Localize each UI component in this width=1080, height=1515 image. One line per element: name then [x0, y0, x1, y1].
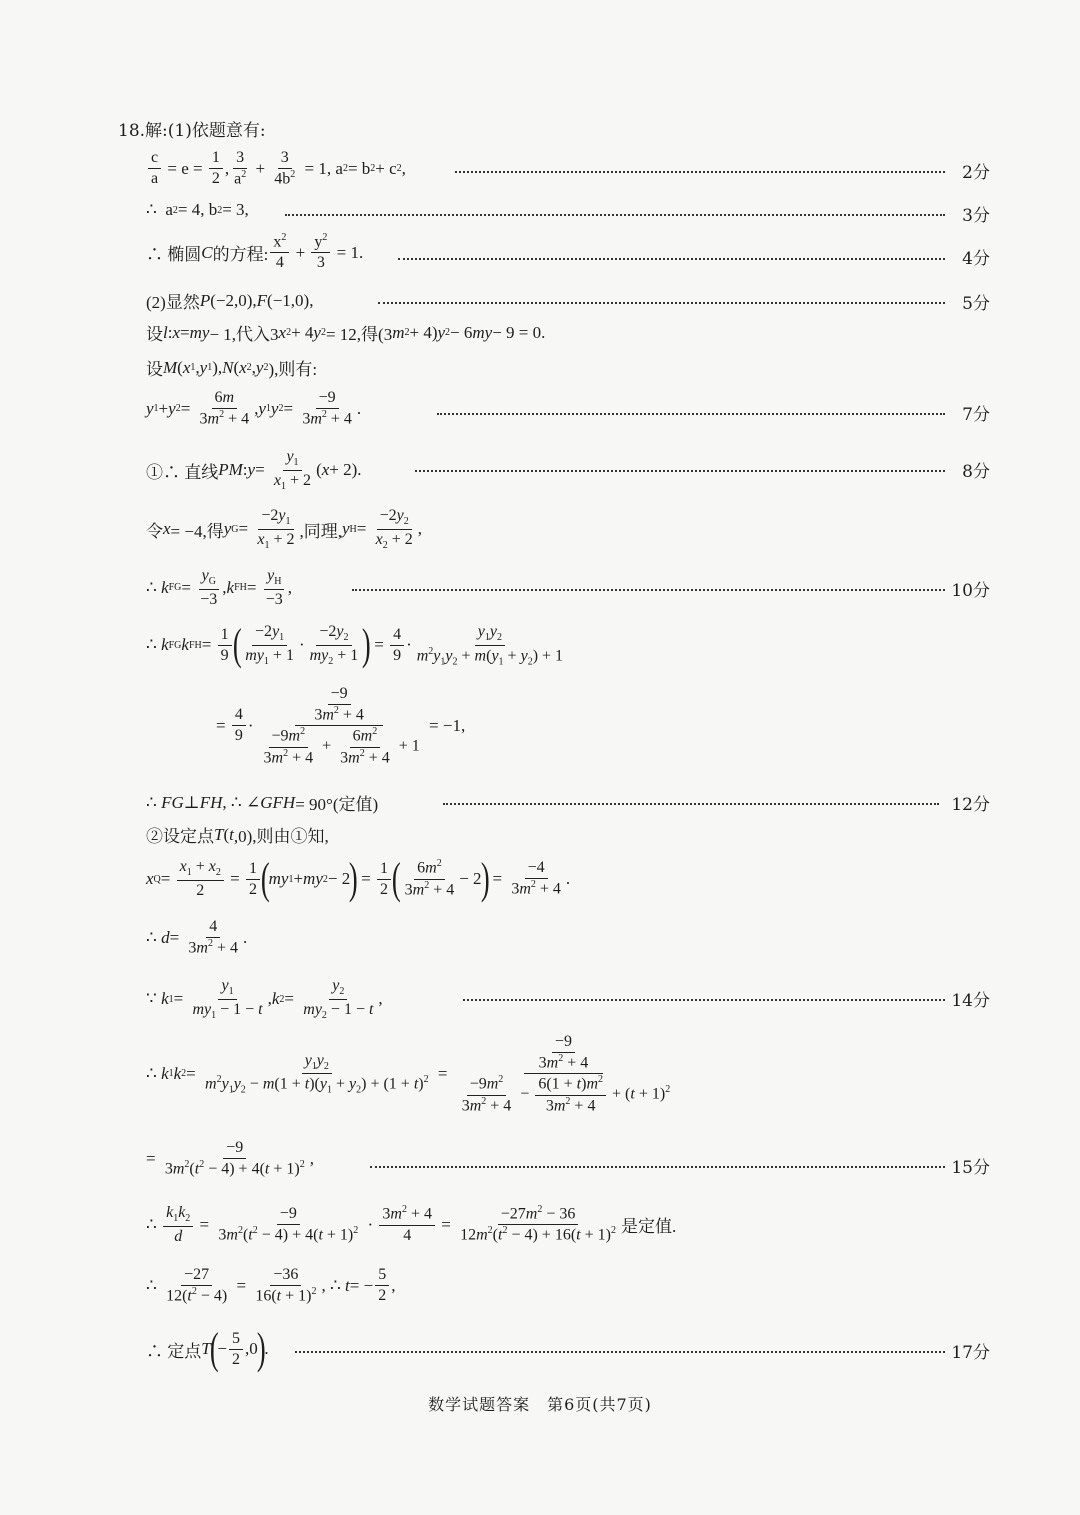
score-8: 8分	[962, 462, 990, 482]
dotted-leader	[370, 1166, 945, 1168]
score-10: 10分	[951, 581, 990, 601]
line-points-p-f: (2)显然 P (−2,0), F (−1,0),	[146, 290, 314, 312]
line-xq: x Q = $\frac{x_1 + x_2}{2}$ = $\frac{1}{2}$ ( my 1 + my 2 − 2 ) = $\frac{1}{2}$ ( $\frac{6m^2}{3m^2 + 4}$ − 2 ) = $\frac{-4}{3m^2 + 4}$ .	[146, 854, 571, 903]
line-eccentricity: $\frac{c}{a}$ = e = $\frac{1}{2}$ , $\frac{3}{a^2}$ + $\frac{3}{4b^2}$ = 1, a 2 = b 2 + c 2 ,	[146, 148, 406, 189]
line-k1k2-expand: ∴ k 1 k 2 = $\frac{y_1y_2}{m^2y_1y_2 - m(1 + t)(y_1 + y_2) + (1 + t)^2}$ = $\frac{-9}{3m^2 + 4}$ $\frac{-9m^2}{3m^2 + 4}$ − $\frac{6(1 + t)m^2}{3m^2 + 4}$ + $(t + 1)^2$	[146, 1033, 671, 1114]
solution-title	[118, 116, 266, 141]
line-pm: ①∴ 直线 PM : y = $\frac{y_1}{x_1 + 2}$ ( x + 2).	[146, 448, 362, 492]
score-17: 17分	[951, 1343, 990, 1363]
line-mn-points: 设 M ( x 1 , y 1 ), N ( x 2 , y 2 ),则有:	[146, 357, 318, 379]
dotted-leader	[463, 999, 945, 1001]
line-ratio-constant: ∴ $\frac{k_1k_2}{d}$ = $\frac{-9}{3m^2(t^2 - 4) + 4(t + 1)^2}$ · $\frac{3m^2 + 4}{4}$ = $\frac{-27m^2 - 36}{12m^2(t^2 - 4) + 16(t + 1)^2}$ 是定值.	[146, 1204, 677, 1245]
line-substitution: 设 l : x = my − 1,代入3 x 2 + 4 y 2 = 12,得(3 m 2 + 4) y 2 − 6 my − 9 = 0.	[146, 322, 546, 344]
dotted-leader	[352, 589, 945, 591]
line-ellipse-equation: ∴ 椭圆 C 的方程: $\frac{x^2}{4}$ + $\frac{y^2}{3}$ = 1.	[146, 232, 364, 272]
line-perpendicular: ∴ FG ⊥ FH , ∴ ∠ GFH = 90°(定值)	[146, 792, 379, 814]
line-a-b-values: ∴ a 2 = 4, b 2 = 3,	[146, 200, 249, 219]
line-vieta: y 1 + y 2 = $\frac{6m}{3m^2 + 4}$ , y 1 y 2 = $\frac{-9}{3m^2 + 4}$ .	[146, 389, 362, 428]
line-d: ∴ d = $\frac{4}{3m^2 + 4}$ .	[146, 918, 248, 957]
dotted-leader	[285, 214, 945, 216]
line-kfg-kfh: ∴ k FG = $\frac{y_G}{-3}$ , k FH = $\frac{y_H}{-3}$ ,	[146, 567, 293, 608]
score-5: 5分	[962, 294, 990, 314]
line-k1k2-simplified: = $\frac{-9}{3m^2(t^2 - 4) + 4(t + 1)^2}$ ,	[146, 1139, 314, 1178]
score-3: 3分	[962, 206, 990, 226]
line-point-t: ②设定点 T ( t ,0),则由①知,	[146, 824, 329, 846]
line-yg-yh: 令 x = −4,得 y G = $\frac{-2y_1}{x_1 + 2}$ ,同理, y H = $\frac{-2y_2}{x_2 + 2}$ ,	[146, 507, 423, 551]
solution-title-text: 18.解:(1)依题意有:	[118, 121, 266, 141]
score-14: 14分	[951, 991, 990, 1011]
score-15: 15分	[951, 1158, 990, 1178]
dotted-leader	[378, 302, 945, 304]
dotted-leader	[398, 258, 945, 260]
dotted-leader	[295, 1351, 945, 1353]
line-fixed-point: ∴ 定点 T ( − $\frac{5}{2}$ ,0 ) .	[146, 1324, 269, 1373]
score-7: 7分	[962, 405, 990, 425]
line-product-slopes: ∴ k FG k FH = $\frac{1}{9}$ ( $\frac{-2y_1}{my_1 + 1}$ · $\frac{-2y_2}{my_2 + 1}$ ) = $\frac{4}{9}$ · $\frac{y_1y_2}{m^2y_1y_2 + m(y_1 + y_2) + 1}$	[146, 620, 564, 670]
dotted-leader	[443, 803, 939, 805]
dotted-leader	[415, 470, 945, 472]
line-solve-t: ∴ $\frac{-27}{12(t^2 - 4)}$ = $\frac{-36}{16(t + 1)^2}$ , ∴ t = − $\frac{5}{2}$ ,	[146, 1266, 396, 1305]
dotted-leader	[455, 171, 945, 173]
score-2: 2分	[962, 163, 990, 183]
score-12: 12分	[951, 795, 990, 815]
frac-c-a: $\frac{c}{a}$	[148, 148, 161, 189]
score-4: 4分	[962, 249, 990, 269]
page-footer: 数学试题答案 第6页(共7页)	[428, 1395, 652, 1414]
line-equals-minus-one: = $\frac{4}{9}$ · $\frac{-9}{3m^2 + 4}$ $\frac{-9m^2}{3m^2 + 4}$ + $\frac{6m^2}{3m^2 + 4}$ + 1 = −1,	[216, 685, 466, 766]
dotted-leader	[437, 413, 945, 415]
line-k1-k2: ∵ k 1 = $\frac{y_1}{my_1 - 1 - t}$ , k 2 = $\frac{y_2}{my_2 - 1 - t}$ ,	[146, 977, 383, 1021]
